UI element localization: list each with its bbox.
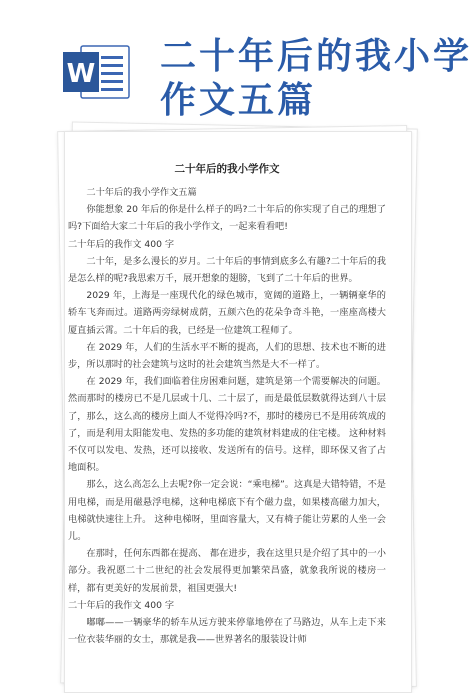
- document-paragraph: 在那时，任何东西都在提高、 都在进步，我在这里只是介绍了其中的一小部分。我祝愿二十二世纪的社会发展得更加繁荣昌盛，就象我所说的楼房一样，都有更美好的发展前景，祖国更强大!: [68, 548, 386, 594]
- document-paragraph: 二十年后的我小学作文五篇: [86, 187, 197, 198]
- page-title-line-2: 作文五篇: [160, 80, 317, 121]
- document-paragraph: 你能想象 20 年后的你是什么样子的吗?二十年后的你实现了自己的理想了吗?下面给大家二十年后的我小学作文，一起来看看吧!: [68, 204, 386, 233]
- document-title: 二十年后的我小学作文: [174, 163, 280, 175]
- word-icon-letter: W: [66, 59, 96, 89]
- document-paragraph: 嘟嘟——一辆豪华的轿车从远方驶来停靠地停在了马路边，从车上走下来一位衣装华丽的女士，那就是我——世界著名的服装设计师: [68, 617, 386, 646]
- page-title-line-1: 二十年后的我小学: [160, 36, 473, 77]
- document-body: [68, 160, 386, 648]
- document-paragraph: 在 2029 年，我们面临着住房困难问题，建筑是第一个需要解决的问题。然而那时的楼房已不是几层或十几、二十层了，而是最低层数就得达到八十层了，那么，这么高的楼房上面人不觉得冷吗?不，那时的楼房已不是用砖筑成的了，而是利用太阳能发电、发热的多功能的建筑材料建成的住宅楼。 这种材料不仅可以发电、发热，还可以接收、发送所有的信号。这样，即环保又省了占地面积。: [68, 376, 386, 474]
- document-paragraph: 2029 年，上海是一座现代化的绿色城市，宽阔的道路上，一辆辆豪华的轿车飞奔而过。道路两旁绿树成荫，五颜六色的花朵争奇斗艳，一座座高楼大厦直插云霄。二十年后的我，已经是一位建筑工程师了。: [68, 290, 386, 336]
- document-paragraph: 在 2029 年，人们的生活水平不断的提高，人们的思想、技术也不断的进步，所以那时的社会建筑与这时的社会建筑当然是大不一样了。: [68, 341, 386, 371]
- header-banner: [0, 0, 474, 120]
- section-heading: 二十年后的我作文 400 字: [68, 599, 175, 611]
- document-paragraph: 二十年，是多么漫长的岁月。二十年后的事情到底多么有趣?二十年后的我是怎么样的呢?我思索万千，展开想象的翅膀，飞到了二十年后的世界。: [68, 255, 386, 285]
- word-document-icon: [63, 44, 131, 100]
- document-paragraph: 那么，这么高怎么上去呢?你一定会说：“乘电梯”。这真是大错特错，不是用电梯，而是用磁悬浮电梯，这种电梯底下有个磁力盘，如果楼高磁力加大，电梯就快速往上升。 这种电梯呀，里面容量大，又有椅子能让劳累的人坐一会儿。: [68, 479, 386, 543]
- section-heading: 二十年后的我作文 400 字: [68, 238, 175, 250]
